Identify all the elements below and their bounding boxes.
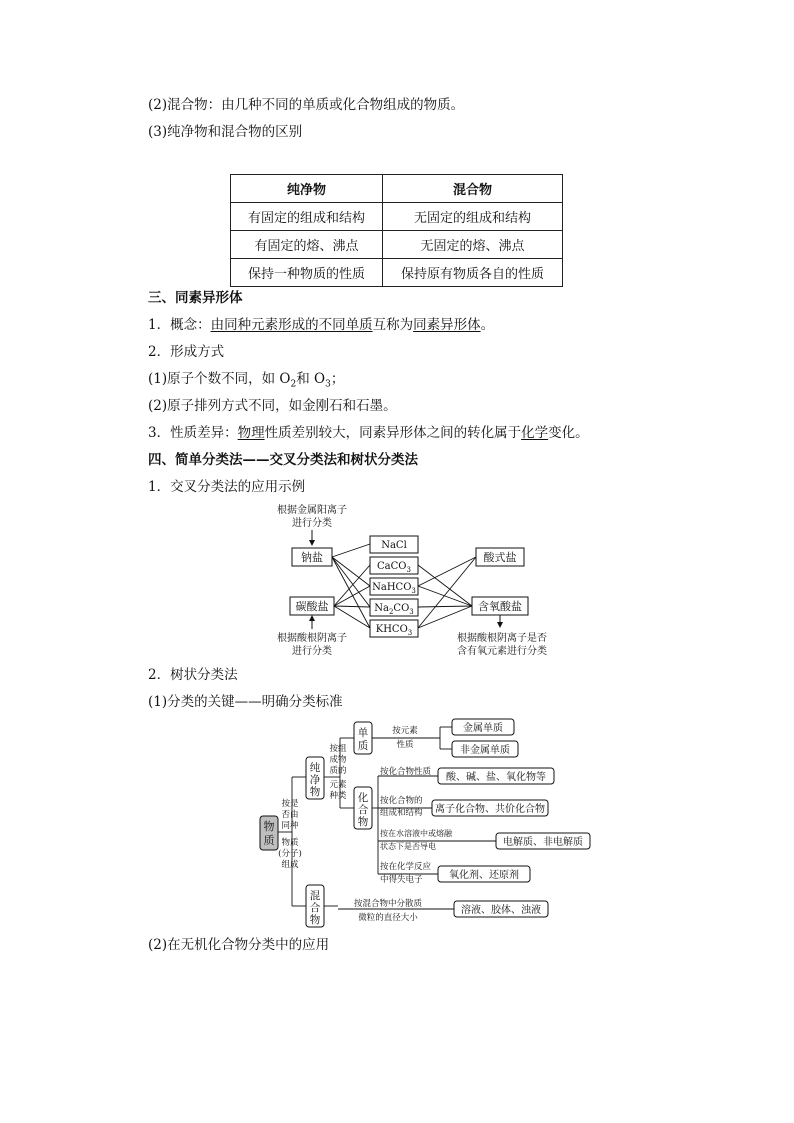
top-note-line-2: 进行分类 (292, 518, 332, 529)
formation-title: 2．形成方式 (148, 344, 225, 360)
table-cell: 无固定的熔、沸点 (383, 231, 563, 259)
root-note: 物质 (281, 838, 299, 848)
branch-result: 离子化合物、共价化合物 (435, 804, 545, 815)
mixture-definition: (2)混合物：由几种不同的单质或化合物组成的物质。 (148, 97, 465, 113)
branch-result: 氧化剂、还原剂 (449, 870, 519, 881)
formation-item-2: (2)原子排列方式不同，如金刚石和石墨。 (148, 398, 397, 414)
pure-char: 净 (309, 774, 321, 786)
root-char: 物 (263, 820, 275, 833)
branch-note: 状态下是否导电 (380, 842, 436, 851)
branch-note: 中得失电子 (380, 875, 423, 885)
table-header: 纯净物 (231, 175, 383, 203)
label-carbonate: 碳酸盐 (295, 600, 329, 613)
section-3-title: 三、同素异形体 (148, 290, 243, 306)
branch-note: 按化合物的 (380, 796, 423, 806)
pure-note: 元素 (329, 780, 347, 790)
formation-text: 和 O (296, 371, 326, 387)
concept-end: 。 (480, 317, 495, 333)
property-underline-2: 化学 (521, 425, 549, 441)
bottom-note-line-2: 进行分类 (292, 646, 332, 657)
branch-note: 按化合物性质 (380, 767, 432, 777)
root-note: 同种 (281, 821, 299, 831)
salt-nahco3: NaHCO$_3$ (372, 582, 416, 595)
bottom-note-line-1: 根据酸根阴离子 (277, 633, 347, 644)
label-acid-salt: 酸式盐 (483, 551, 517, 564)
top-note-line-1: 根据金属阳离子 (277, 505, 347, 516)
pure-note: 种类 (329, 791, 347, 801)
root-note: 组成 (281, 860, 299, 870)
property-prefix: 3．性质差异： (148, 425, 238, 441)
tree-key-title: (1)分类的关键——明确分类标准 (148, 694, 343, 710)
compound-branches (380, 766, 590, 885)
table-cell: 保持原有物质各自的性质 (383, 259, 563, 287)
concept-underline-1: 由同种元素形成的不同单质 (210, 317, 373, 333)
property-underline-1: 物理 (237, 425, 265, 441)
pure-char: 纯 (309, 762, 321, 774)
subscript: 3 (325, 379, 331, 390)
element-char: 质 (357, 740, 369, 752)
formation-text: ； (330, 371, 345, 387)
pure-note: 按组 (329, 744, 347, 754)
mixture-note: 按混合物中分散质 (353, 899, 423, 909)
root-char: 质 (263, 834, 275, 847)
salt-nacl: NaCl (381, 540, 407, 551)
concept-prefix: 1．概念： (148, 317, 211, 333)
property-mid: 性质差别较大，同素异形体之间的转化属于 (264, 425, 522, 441)
mixture-char: 混 (309, 890, 321, 902)
property-end: 变化。 (548, 425, 589, 441)
mixture-result: 溶液、胶体、浊液 (461, 905, 541, 916)
label-sodium-salt: 钠盐 (301, 551, 323, 564)
table-cell: 保持一种物质的性质 (231, 259, 383, 287)
pure-notes (329, 743, 347, 801)
subscript: 2 (290, 379, 297, 390)
table-header: 混合物 (383, 175, 563, 203)
metal-label: 金属单质 (463, 723, 503, 734)
branch-result: 电解质、非电解质 (503, 837, 583, 848)
cross-classification-title: 1．交叉分类法的应用示例 (148, 479, 306, 495)
element-note: 按元素 (392, 726, 418, 736)
mixture-note: 微粒的直径大小 (358, 913, 418, 923)
branch-note: 按在水溶液中或熔融 (380, 829, 452, 838)
branch-note: 组成和结构 (380, 808, 423, 818)
concept-underline-2: 同素异形体 (413, 317, 481, 333)
section-4-title: 四、简单分类法——交叉分类法和树状分类法 (148, 452, 418, 468)
right-note-line-1: 根据酸根阴离子是否 (457, 633, 547, 644)
salt-khco3: $KHCO_3$ (375, 624, 413, 637)
salt-na2co3: $Na_2CO_3$ (374, 603, 414, 616)
root-notes (278, 798, 302, 870)
root-note: 按是 (281, 799, 299, 809)
element-note: 性质 (396, 740, 414, 750)
element-char: 单 (357, 727, 369, 739)
branch-result: 酸、碱、盐、氧化物等 (446, 772, 546, 783)
root-note: 否由 (281, 810, 299, 820)
pure-note: 质的 (329, 766, 347, 776)
right-note-line-2: 含有氧元素进行分类 (457, 646, 547, 657)
mixture-char: 物 (309, 914, 321, 926)
compound-char: 合 (357, 804, 369, 816)
tree-classification-title: 2．树状分类法 (148, 667, 238, 683)
salt-caco3: CaCO$_3$ (377, 561, 411, 574)
table-cell: 有固定的熔、沸点 (231, 231, 383, 259)
concept-mid: 互称为 (372, 317, 414, 333)
table-cell: 无固定的组成和结构 (383, 203, 563, 231)
root-note: (分子) (278, 849, 302, 859)
difference-title: (3)纯净物和混合物的区别 (148, 124, 303, 140)
label-oxy-salt: 含氧酸盐 (478, 600, 522, 613)
pure-char: 物 (309, 786, 321, 798)
pure-note: 成物 (329, 755, 347, 765)
table-cell: 有固定的组成和结构 (231, 203, 383, 231)
compound-char: 化 (357, 792, 369, 804)
mixture-char: 合 (309, 902, 321, 914)
formation-text: (1)原子个数不同，如 O (148, 371, 291, 387)
branch-note: 按在化学反应 (380, 862, 432, 872)
compound-char: 物 (357, 816, 369, 828)
inorganic-title: (2)在无机化合物分类中的应用 (148, 937, 330, 953)
nonmetal-label: 非金属单质 (460, 745, 510, 756)
